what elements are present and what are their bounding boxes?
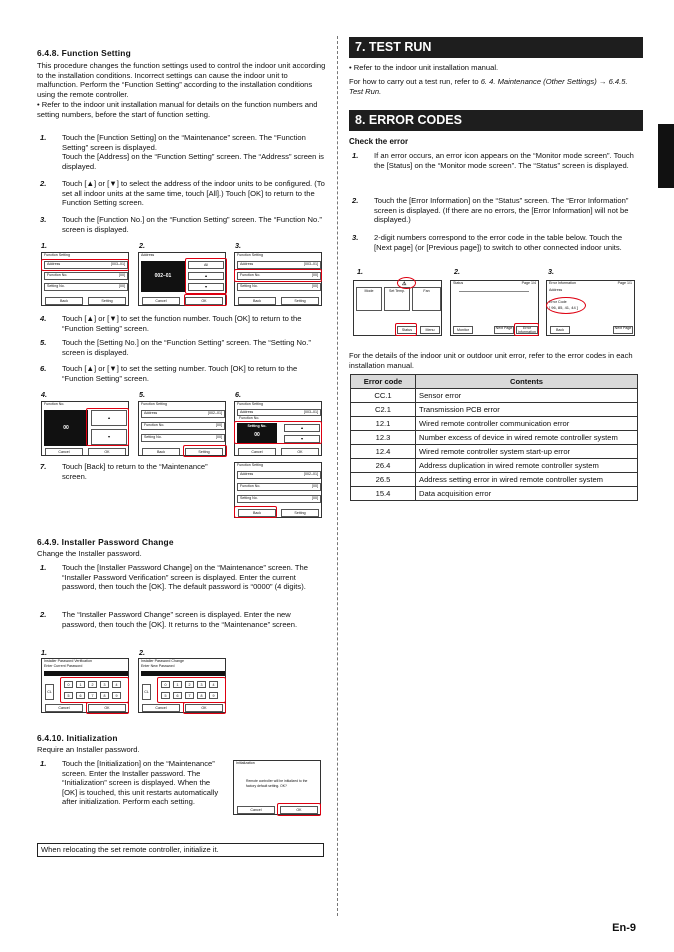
field-label: Address (240, 410, 254, 414)
step-text: Touch the [Installer Password Change] on the “Maintenance” screen. The “Installer Password Verification” screen is displayed. Enter the current password, then touch the [OK]. The default password is “0000” (4 digits). (62, 563, 308, 592)
mode-button[interactable]: Mode (356, 287, 382, 311)
key-4[interactable]: 4 (112, 681, 121, 688)
step-text: If an error occurs, an error icon appears on the “Monitor mode screen”. Touch the [Status] on the “Monitor mode screen”. The “Status” screen is displayed. (374, 151, 634, 170)
key-5[interactable]: 5 (64, 692, 73, 699)
key-2[interactable]: 2 (185, 681, 194, 688)
password-change-intro: Change the Installer password. (37, 549, 142, 558)
field-value: [002–01] (208, 411, 222, 415)
error-code-cell: 26.4 (351, 459, 416, 473)
step-number: 2. (40, 179, 47, 188)
display-label: Setting No. (247, 424, 267, 428)
menu-button[interactable]: Menu (420, 326, 440, 334)
field-label: Setting No. (47, 284, 65, 288)
section-title-initialization: 6.4.10. Initialization (37, 733, 118, 743)
status-button[interactable]: Status (397, 326, 417, 334)
page-number: En-9 (612, 922, 636, 934)
key-3[interactable]: 3 (197, 681, 206, 688)
contents-cell: Wired remote controller system start-up error (416, 445, 638, 459)
down-button[interactable]: ▼ (188, 283, 224, 291)
key-1[interactable]: 1 (76, 681, 85, 688)
check-error-subtitle: Check the error (349, 137, 409, 146)
down-button[interactable]: ▼ (91, 429, 127, 445)
relocation-note: When relocating the set remote controller, initialize it. (37, 843, 324, 857)
step-text: Touch [▲] or [▼] to select the address of the indoor units to be configured. (To set all indoor units at the same time, touch [All].) Touch [OK] to return to the Function Setting screen. (62, 179, 325, 208)
initialization-message: Remote controller will be initialized to the factory default setting. OK? (246, 779, 308, 788)
step-text: Touch [▲] or [▼] to set the setting number. Touch [OK] to return to the “Function Setting” screen. (62, 364, 298, 383)
function-no-display: 00 (44, 410, 88, 446)
page-indicator: Page 1/4 (521, 281, 536, 285)
test-run-reference: 6. 4. Maintenance (Other Settings) → 6.4.5. Test Run. (349, 77, 628, 96)
field-value: [00] (119, 273, 125, 277)
up-button[interactable]: ▲ (188, 272, 224, 280)
key-1[interactable]: 1 (173, 681, 182, 688)
table-row (351, 403, 638, 417)
step-number: 1. (40, 133, 47, 142)
key-4[interactable]: 4 (209, 681, 218, 688)
function-no-line: Function No. (237, 416, 321, 422)
step-number: 1. (40, 759, 47, 768)
error-code-cell: CC.1 (351, 389, 416, 403)
back-button[interactable]: Back (45, 297, 83, 305)
key-0[interactable]: 0 (161, 681, 170, 688)
table-row (351, 389, 638, 403)
error-code-cell: 12.1 (351, 417, 416, 431)
err-step-1 (352, 151, 637, 170)
clear-key[interactable]: CL (45, 684, 54, 700)
field-label: Address (144, 411, 158, 415)
step-text: The “Installer Password Change” screen is displayed. Enter the new password, then touch the [OK]. It returns to the “Maintenance” screen. (62, 610, 298, 629)
screen-title: Error Information (549, 281, 576, 285)
screen-title: Function Setting (141, 402, 167, 406)
step-number: 3. (40, 215, 47, 224)
error-code-cell: 15.4 (351, 487, 416, 501)
init-step-1 (40, 759, 226, 807)
highlight-ring (86, 702, 129, 714)
table-header-row (351, 375, 638, 389)
error-information-button[interactable]: Error Information (516, 326, 538, 334)
step-number: 3. (352, 233, 359, 242)
contents-cell: Data acquisition error (416, 487, 638, 501)
all-button[interactable]: All (188, 261, 224, 269)
setting-no-field[interactable] (141, 434, 225, 442)
highlight-ring (86, 408, 129, 446)
fs-step-4 (40, 314, 327, 333)
field-value: [00] (312, 273, 318, 277)
field-value: [003–01] (304, 410, 318, 414)
screen-title: Function Setting (237, 402, 263, 406)
figure-label: 1. (357, 267, 363, 276)
screen-title: Function Setting (44, 253, 70, 257)
page-indicator: Page 1/1 (617, 281, 632, 285)
screen-title: Function Setting (237, 463, 263, 467)
error-codes-heading: 8. ERROR CODES (349, 110, 643, 131)
cancel-button[interactable]: Cancel (142, 297, 180, 305)
down-button[interactable]: ▼ (284, 435, 320, 443)
fs-step-2 (40, 179, 327, 208)
highlight-ring (277, 803, 321, 816)
table-header-cell: Contents (416, 375, 638, 389)
highlight-ring (184, 294, 227, 306)
up-button[interactable]: ▲ (91, 410, 127, 426)
field-value: [00] (216, 423, 222, 427)
setting-no-field[interactable] (237, 283, 321, 291)
figure-label: 6. (235, 390, 241, 399)
err-step-2 (352, 196, 637, 225)
step-text: 2-digit numbers correspond to the error code in the table below. Touch the [Next page] (or [Previous page]) to switch to other connected indoor units. (374, 233, 623, 252)
key-6[interactable]: 6 (76, 692, 85, 699)
section-tab-marker (658, 124, 674, 188)
figure-label: 3. (548, 267, 554, 276)
highlight-ring (60, 677, 129, 703)
field-label: Function No. (47, 273, 68, 277)
next-page-button[interactable]: Next Page (613, 326, 633, 334)
screen-title: Installer Password Verification (44, 659, 92, 663)
field-label: Setting No. (240, 496, 258, 500)
cancel-button[interactable]: Cancel (142, 704, 180, 712)
field-label: Address (240, 262, 254, 266)
step-text: Touch the [Function No.] on the “Function Setting” screen. The “Function No.” screen is displayed. (62, 215, 322, 234)
fs-step-6 (40, 364, 327, 383)
password-entry-bar (44, 671, 128, 676)
back-button[interactable]: Back (550, 326, 570, 334)
back-button[interactable]: Back (238, 509, 276, 517)
highlight-ring (183, 702, 226, 714)
back-button[interactable]: Back (238, 297, 276, 305)
key-3[interactable]: 3 (100, 681, 109, 688)
display-value: 00 (254, 432, 260, 438)
step-number: 1. (352, 151, 359, 160)
step-text: Touch the [Function Setting] on the “Maintenance” screen. The “Function Setting” screen is displayed. (62, 133, 306, 152)
setting-no-field[interactable] (44, 283, 128, 291)
highlight-ring (397, 277, 416, 289)
initialization-intro: Require an Installer password. (37, 745, 140, 754)
key-5[interactable]: 5 (161, 692, 170, 699)
cancel-button[interactable]: Cancel (237, 806, 275, 814)
ok-button[interactable]: OK (185, 704, 223, 712)
table-header-cell: Error code (351, 375, 416, 389)
section-title-function-setting: 6.4.8. Function Setting (37, 48, 131, 58)
highlight-ring (395, 323, 417, 336)
field-value: [003–01] (111, 262, 125, 266)
back-button[interactable]: Back (142, 448, 180, 456)
table-row (351, 487, 638, 501)
function-no-field[interactable] (237, 483, 321, 491)
screen-title: Installer Password Change (141, 659, 184, 663)
test-run-text-lead: For how to carry out a test run, refer to (349, 77, 481, 86)
address-label: Address (549, 288, 563, 292)
test-run-heading: 7. TEST RUN (349, 37, 643, 58)
field-label: Function No. (144, 423, 165, 427)
function-no-field[interactable] (141, 422, 225, 430)
highlight-ring (234, 421, 322, 444)
status-graphic (459, 291, 529, 314)
pw-step-2 (40, 610, 327, 629)
highlight-ring (185, 258, 227, 294)
figure-label: 1. (41, 241, 47, 250)
highlight-ring (41, 259, 129, 271)
highlight-ring (546, 297, 586, 314)
test-run-text (349, 77, 637, 96)
password-entry-bar (141, 671, 225, 676)
field-label: Address (47, 262, 61, 266)
screen-title: Function No. (44, 402, 65, 406)
field-label: Address (240, 472, 254, 476)
clear-key[interactable]: CL (142, 684, 151, 700)
key-8[interactable]: 8 (197, 692, 206, 699)
address-display: 002–01 (141, 261, 185, 292)
error-code-cell: C2.1 (351, 403, 416, 417)
highlight-ring (234, 269, 322, 282)
section-title-password-change: 6.4.9. Installer Password Change (37, 537, 174, 547)
monitor-button[interactable]: Monitor (453, 326, 473, 334)
step-text: Touch the [Error Information] on the “Status” screen. The “Error Information” screen is displayed. (If there are no errors, the [Error Information] will not be displayed.) (374, 196, 629, 225)
key-8[interactable]: 8 (100, 692, 109, 699)
err-step-3 (352, 233, 637, 252)
ok-button[interactable]: OK (281, 448, 319, 456)
address-field[interactable] (237, 261, 321, 269)
pw-step-1 (40, 563, 327, 592)
ok-button[interactable]: OK (88, 704, 126, 712)
key-2[interactable]: 2 (88, 681, 97, 688)
fan-button[interactable]: Fan (412, 287, 441, 311)
error-warning-icon: ⚠ (402, 281, 407, 287)
figure-label: 2. (454, 267, 460, 276)
table-row (351, 431, 638, 445)
contents-cell: Number excess of device in wired remote controller system (416, 431, 638, 445)
test-run-bullet: • Refer to the indoor unit installation manual. (349, 63, 499, 72)
fs-step-7 (40, 462, 230, 481)
figure-label: 2. (139, 648, 145, 657)
field-value: [00] (312, 484, 318, 488)
step-number: 1. (40, 563, 47, 572)
step-text: Touch [▲] or [▼] to set the function number. Touch [OK] to return to the “Function Setting” screen. (62, 314, 302, 333)
fs-step-3 (40, 215, 327, 234)
error-code-cell: 26.5 (351, 473, 416, 487)
step-number: 2. (352, 196, 359, 205)
key-0[interactable]: 0 (64, 681, 73, 688)
function-no-field[interactable] (44, 272, 128, 280)
screen-title: Function Setting (237, 253, 263, 257)
setting-button[interactable]: Setting (281, 509, 319, 517)
step-number: 5. (40, 338, 47, 347)
error-codes-table (350, 374, 638, 501)
key-7[interactable]: 7 (88, 692, 97, 699)
cancel-button[interactable]: Cancel (45, 448, 83, 456)
key-9[interactable]: 9 (209, 692, 218, 699)
field-label: Function No. (240, 484, 261, 488)
next-page-button[interactable]: Next Page (494, 326, 514, 334)
figure-label: 3. (235, 241, 241, 250)
setting-no-field[interactable] (237, 495, 321, 503)
contents-cell: Wired remote controller communication error (416, 417, 638, 431)
function-setting-bullet: • Refer to the indoor unit installation manual for details on the function numbers and setting numbers, before the start of function setting. (37, 100, 318, 119)
field-value: [003–01] (304, 262, 318, 266)
key-9[interactable]: 9 (112, 692, 121, 699)
address-field (237, 409, 321, 416)
field-value: [00] (119, 284, 125, 288)
up-button[interactable]: ▲ (284, 424, 320, 432)
key-7[interactable]: 7 (185, 692, 194, 699)
figure-label: 2. (139, 241, 145, 250)
step-text: Touch the [Setting No.] on the “Function Setting” screen. The “Setting No.” screen is displayed. (62, 338, 311, 357)
key-6[interactable]: 6 (173, 692, 182, 699)
screen-subtitle: Enter New Password (141, 664, 175, 668)
step-number: 7. (40, 462, 47, 471)
step-text: Touch [Back] to return to the “Maintenance” screen. (62, 462, 208, 481)
figure-label: 4. (41, 390, 47, 399)
step-text: Touch the [Initialization] on the “Maintenance” screen. Enter the Installer password. The “Initialization” screen is displayed. When the [OK] is touched, this unit restarts automatically after initialization. Perform each setting. (62, 759, 219, 807)
screen-subtitle: Enter Current Password (44, 664, 83, 668)
setting-button[interactable]: Setting (185, 448, 223, 456)
step-number: 2. (40, 610, 47, 619)
screen-title: Address (141, 253, 155, 257)
field-label: Setting No. (240, 284, 258, 288)
error-code-cell: 12.4 (351, 445, 416, 459)
contents-cell: Address duplication in wired remote controller system (416, 459, 638, 473)
figure-label: 5. (139, 390, 145, 399)
field-value: [00] (312, 496, 318, 500)
field-value: [00] (216, 435, 222, 439)
cancel-button[interactable]: Cancel (45, 704, 83, 712)
ok-button[interactable]: OK (280, 806, 318, 814)
table-row (351, 459, 638, 473)
field-value: [002–01] (304, 472, 318, 476)
contents-cell: Address setting error in wired remote controller system (416, 473, 638, 487)
setting-button[interactable]: Setting (88, 297, 126, 305)
highlight-ring (183, 445, 227, 457)
error-code-cell: 12.3 (351, 431, 416, 445)
table-row (351, 445, 638, 459)
cancel-button[interactable]: Cancel (238, 448, 276, 456)
step-text: Touch the [Address] on the “Function Setting” screen. The “Address” screen is displayed. (62, 152, 324, 171)
column-divider (337, 36, 338, 916)
field-label: Function No. (240, 273, 261, 277)
highlight-ring (157, 677, 226, 703)
field-label: Setting No. (144, 435, 162, 439)
screen-title: Status (453, 281, 464, 285)
ok-button[interactable]: OK (185, 297, 223, 305)
ok-button[interactable]: OK (88, 448, 126, 456)
address-field[interactable] (237, 471, 321, 479)
figure-label: 1. (41, 648, 47, 657)
table-row (351, 417, 638, 431)
step-number: 6. (40, 364, 47, 373)
contents-cell: Sensor error (416, 389, 638, 403)
error-code-values: [ 96, 85, 41, 44 ] (549, 305, 578, 310)
step-number: 4. (40, 314, 47, 323)
screen-title: Initialization (236, 761, 255, 765)
contents-cell: Transmission PCB error (416, 403, 638, 417)
error-code-label: Error Code (549, 300, 567, 304)
function-setting-intro: This procedure changes the function settings used to control the indoor unit according to the installation conditions. Incorrect settings can cause the indoor unit to malfunction. Perform the “Function Setting” according to the installation conditions using the remote controller. (37, 61, 326, 99)
error-details-text: For the details of the indoor unit or outdoor unit error, refer to the error codes in each installation manual. (349, 351, 633, 370)
fs-step-1 (40, 133, 327, 171)
fs-step-5 (40, 338, 327, 357)
field-value: [00] (312, 284, 318, 288)
address-field[interactable] (141, 410, 225, 418)
set-temp-button[interactable]: Set Temp. (384, 287, 410, 311)
setting-button[interactable]: Setting (281, 297, 319, 305)
table-row (351, 473, 638, 487)
highlight-ring (514, 323, 539, 336)
highlight-ring (234, 506, 277, 518)
